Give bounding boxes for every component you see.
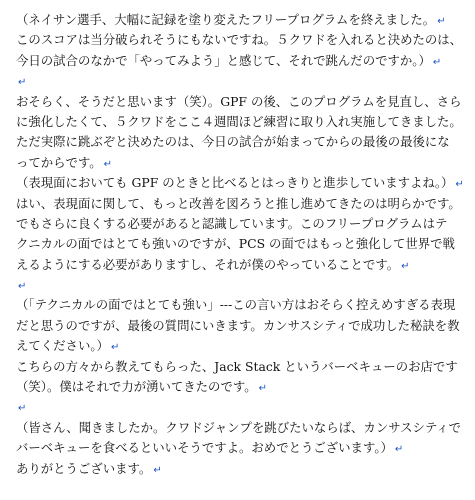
line-text: はい、表現面に関して、もっと改善を図ろうと推し進めてきたのは明らかです。 [16, 195, 461, 211]
text-line [16, 418, 469, 438]
line-text: （表現面においても GPF のときと比べるとはっきりと進歩していますよね。） [16, 175, 454, 191]
line-text: バーベキューを食べるといいそうですよ。おめでとうございます。） [16, 440, 393, 456]
paragraph-mark-icon: ↵ [153, 464, 162, 476]
text-line [16, 92, 469, 112]
line-text: おそらく、そうだと思います（笑）。GPF の後、このプログラムを見直し、さら [16, 93, 462, 109]
text-line [16, 336, 469, 356]
text-line [16, 214, 469, 234]
paragraph-mark-icon: ↵ [18, 281, 27, 293]
line-text: （皆さん、聞きましたか。クワドジャンプを跳びたいならば、カンサスシティで [16, 419, 462, 435]
text-line [16, 295, 469, 315]
paragraph-mark-icon: ↵ [437, 16, 446, 27]
empty-line [16, 397, 469, 417]
line-text: 今日の試合のなかで「やってみよう」と感じて、それで跳んだのですか。） [16, 52, 431, 68]
line-text: このスコアは当分破られそうにもないですね。５クワドを入れると決めたのは、 [16, 32, 463, 48]
line-text: （笑）。僕はそれで力が湧いてきたのです。 [16, 379, 257, 395]
line-text: （ネイサン選手、大幅に記録を塗り変えたフリープログラムを終えました。 [16, 12, 436, 27]
paragraph-mark-icon: ↵ [258, 383, 268, 395]
paragraph-mark-icon: ↵ [18, 403, 27, 415]
text-line [16, 51, 469, 71]
text-line [16, 357, 469, 377]
line-text: ってからです。 [16, 154, 102, 170]
empty-line [16, 275, 469, 295]
paragraph-mark-icon: ↵ [455, 179, 464, 191]
line-text: こちらの方々から教えてもらった、Jack Stack というバーベキューのお店です [16, 358, 458, 374]
paragraph-mark-icon: ↵ [110, 342, 120, 354]
paragraph-mark-icon: ↵ [394, 444, 404, 456]
line-text: えてください。） [16, 338, 109, 354]
line-text: えるようにする必要がありますし、それが僕のやっていることです。 [16, 256, 400, 272]
text-line [16, 459, 469, 479]
line-text: （「テクニカルの面ではとても強い」---この言い方はおそらく控えめすぎる表現 [16, 297, 456, 313]
text-line [16, 234, 469, 254]
text-line [16, 10, 469, 30]
line-text: だと思うのですが、最後の質問にいきます。カンサスシティで成功した秘訣を教 [16, 317, 460, 333]
text-line [16, 194, 469, 214]
text-line [16, 255, 469, 275]
text-line [16, 173, 469, 193]
paragraph-mark-icon: ↵ [432, 56, 442, 68]
line-text: ありがとうございます。 [16, 460, 152, 476]
text-line [16, 316, 469, 336]
text-line [16, 112, 469, 132]
text-line [16, 132, 469, 152]
line-text: ただ実際に跳ぶぞと決めたのは、今日の試合が始まってからの最後の最後にな [16, 134, 450, 150]
line-text: クニカルの面ではとても強いのですが、PCS の面ではもっと強化して世界で戦 [16, 236, 455, 252]
empty-line [16, 71, 469, 91]
line-text: に強化したくて、５クワドをここ４週間ほど練習に取り入れ実施してきました。 [16, 113, 462, 129]
paragraph-mark-icon: ↵ [401, 260, 410, 272]
text-line [16, 153, 469, 173]
paragraph-mark-icon: ↵ [18, 77, 27, 89]
text-line [16, 438, 469, 458]
text-line [16, 30, 469, 50]
paragraph-mark-icon: ↵ [103, 158, 113, 170]
line-text: でもさらに良くする必要があると認識しています。このフリープログラムはテ [16, 215, 448, 231]
text-line [16, 377, 469, 397]
